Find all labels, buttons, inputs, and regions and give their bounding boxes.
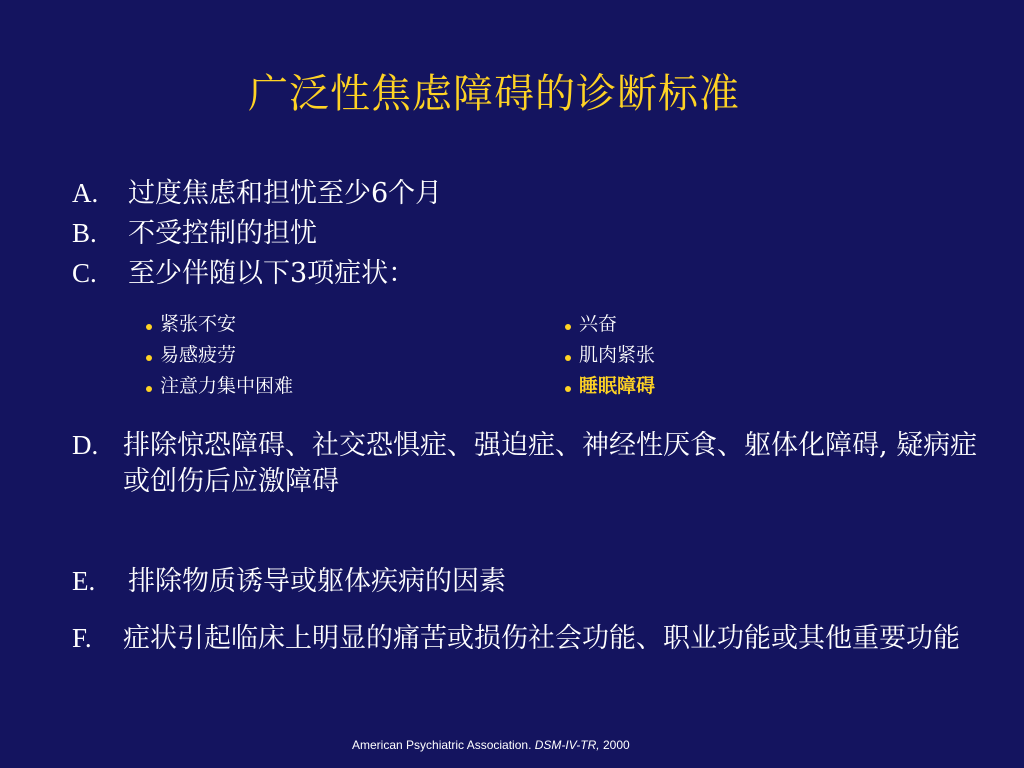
slide-title-text: 广泛性焦虑障碍的诊断标准 bbox=[248, 71, 740, 117]
source-credit bbox=[352, 738, 630, 752]
criterion-e bbox=[72, 563, 506, 600]
symptom-item bbox=[146, 371, 293, 402]
bullet-icon bbox=[565, 324, 571, 330]
symptom-label: 睡眠障碍 bbox=[579, 375, 656, 397]
criterion-letter: D. bbox=[72, 430, 99, 460]
symptom-label: 兴奋 bbox=[579, 313, 618, 335]
criterion-a bbox=[72, 175, 442, 212]
symptom-label: 易感疲劳 bbox=[160, 344, 237, 366]
criterion-letter: A. bbox=[72, 178, 99, 208]
bullet-icon bbox=[565, 355, 571, 361]
symptom-item bbox=[146, 309, 293, 340]
symptom-item bbox=[565, 309, 655, 340]
symptom-label: 肌肉紧张 bbox=[579, 344, 656, 366]
criterion-letter: C. bbox=[72, 258, 97, 288]
symptom-item-highlighted bbox=[565, 371, 655, 402]
credit-year: 2000 bbox=[602, 738, 630, 752]
symptom-list-right bbox=[565, 309, 655, 402]
credit-source: DSM-IV-TR, bbox=[534, 738, 600, 752]
symptom-list-left bbox=[146, 309, 293, 402]
criterion-text: 至少伴随以下3项症状： bbox=[128, 258, 416, 289]
symptom-label: 注意力集中困难 bbox=[160, 375, 294, 397]
bullet-icon bbox=[146, 355, 152, 361]
symptom-item bbox=[565, 340, 655, 371]
bullet-icon bbox=[565, 386, 571, 392]
criterion-c bbox=[72, 255, 415, 292]
slide-title bbox=[0, 66, 1024, 122]
criterion-d bbox=[72, 427, 1003, 500]
criterion-letter: F. bbox=[72, 623, 92, 653]
credit-org: American Psychiatric Association. bbox=[352, 738, 532, 752]
bullet-icon bbox=[146, 324, 152, 330]
criterion-letter: B. bbox=[72, 218, 97, 248]
symptom-item bbox=[146, 340, 293, 371]
criterion-text: 过度焦虑和担忧至少6个月 bbox=[128, 178, 443, 209]
criterion-b bbox=[72, 215, 317, 252]
criterion-text: 排除惊恐障碍、社交恐惧症、强迫症、神经性厌食、躯体化障碍, 疑病症 或创伤后应激障碍 bbox=[123, 430, 978, 497]
bullet-icon bbox=[146, 386, 152, 392]
criterion-letter: E. bbox=[72, 566, 96, 596]
criterion-text: 症状引起临床上明显的痛苦或损伤社会功能、职业功能或其他重要功能 bbox=[123, 623, 960, 654]
criterion-text: 不受控制的担忧 bbox=[128, 218, 317, 249]
criterion-f bbox=[72, 620, 1003, 657]
symptom-label: 紧张不安 bbox=[160, 313, 237, 335]
criterion-text: 排除物质诱导或躯体疾病的因素 bbox=[128, 566, 506, 597]
